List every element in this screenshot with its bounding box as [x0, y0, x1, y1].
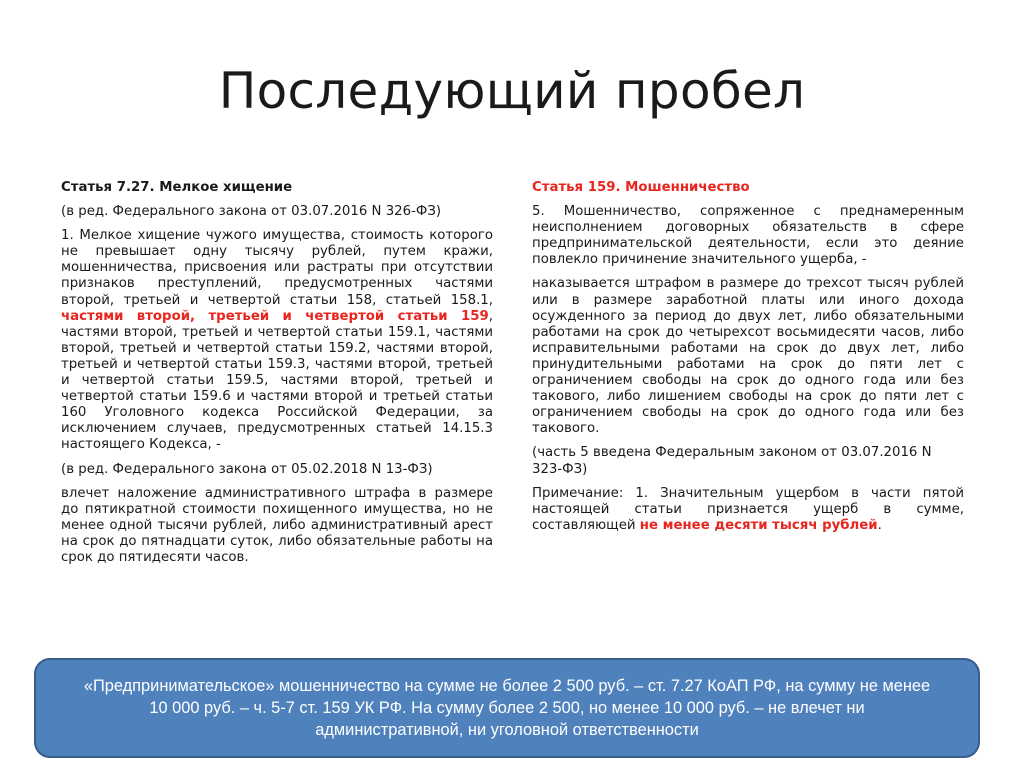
right-note-highlight: не менее десяти тысяч рублей	[639, 517, 878, 533]
right-note-text-b: .	[877, 517, 882, 533]
left-p1-highlight: частями второй, третьей и четвертой статьи 159	[61, 308, 489, 324]
left-p1-text-a: 1. Мелкое хищение чужого имущества, стоимость которого не превышает одну тысячу рублей, путем кражи, мошенничества, присвоения или растраты при отсутствии признаков преступлений, предусмотренных частями второй, третьей и четвертой статьи 158, статьей 158.1,	[61, 228, 493, 308]
right-heading: Статья 159. Мошенничество	[532, 180, 750, 195]
right-note-text-a: Примечание: 1. Значительным ущербом в части пятой настоящей статьи признается ущерб в сумме, составляющей	[532, 485, 964, 533]
left-heading: Статья 7.27. Мелкое хищение	[61, 180, 293, 195]
right-paragraph-2: наказывается штрафом в размере до трехсот тысяч рублей или в размере заработной платы или иного дохода осужденного за период до двух лет, либо обязательными работами на срок до четырехсот восьмидесяти часов, либо исправительными работами на срок до двух лет, либо принудительными работами на срок до пяти лет с ограничением свободы на срок до одного года или без такового, либо лишением свободы на срок до пяти лет с ограничением свободы на срок до одного года или без такового.	[532, 276, 964, 437]
left-column-article-7-27	[61, 180, 493, 658]
right-edit-note: (часть 5 введена Федеральным законом от 03.07.2016 N 323-ФЗ)	[532, 445, 932, 477]
left-paragraph-1	[61, 228, 493, 453]
left-edit-note-2: (в ред. Федерального закона от 05.02.2018 N 13-ФЗ)	[61, 461, 433, 477]
summary-callout-text: «Предпринимательское» мошенничество на сумме не более 2 500 руб. – ст. 7.27 КоАП РФ, на сумму не менее 10 000 руб. – ч. 5-7 ст. 159 УК РФ. На сумму более 2 500, но менее 10 000 руб. – не влечет ни административной, ни уголовной ответственности	[83, 677, 931, 739]
left-p1-text-b: , частями второй, третьей и четвертой статьи 159.1, частями второй, третьей и четвертой статьи 159.2, частями второй, третьей и четвертой статьи 159.3, частями второй, третьей и четвертой статьи 159.5, частями второй, третьей и четвертой статьи 159.6 и частями второй и третьей статьи 160 Уголовного кодекса Российской Федерации, за исключением случаев, предусмотренных статьей 14.15.3 настоящего Кодекса, -	[61, 308, 493, 453]
slide-title: Последующий пробел	[218, 62, 806, 120]
right-paragraph-1: 5. Мошенничество, сопряженное с преднамеренным неисполнением договорных обязательств в сфере предпринимательской деятельности, если это деяние повлекло причинение значительного ущерба, -	[532, 204, 964, 268]
left-edit-note-1: (в ред. Федерального закона от 03.07.2016 N 326-ФЗ)	[61, 204, 442, 220]
summary-callout-box	[34, 658, 980, 758]
right-note	[532, 486, 964, 534]
right-column-article-159	[532, 180, 964, 542]
left-paragraph-2: влечет наложение административного штрафа в размере до пятикратной стоимости похищенного имущества, но не менее одной тысячи рублей, либо административный арест на срок до пятнадцати суток, либо обязательные работы на срок до пятидесяти часов.	[61, 485, 493, 565]
